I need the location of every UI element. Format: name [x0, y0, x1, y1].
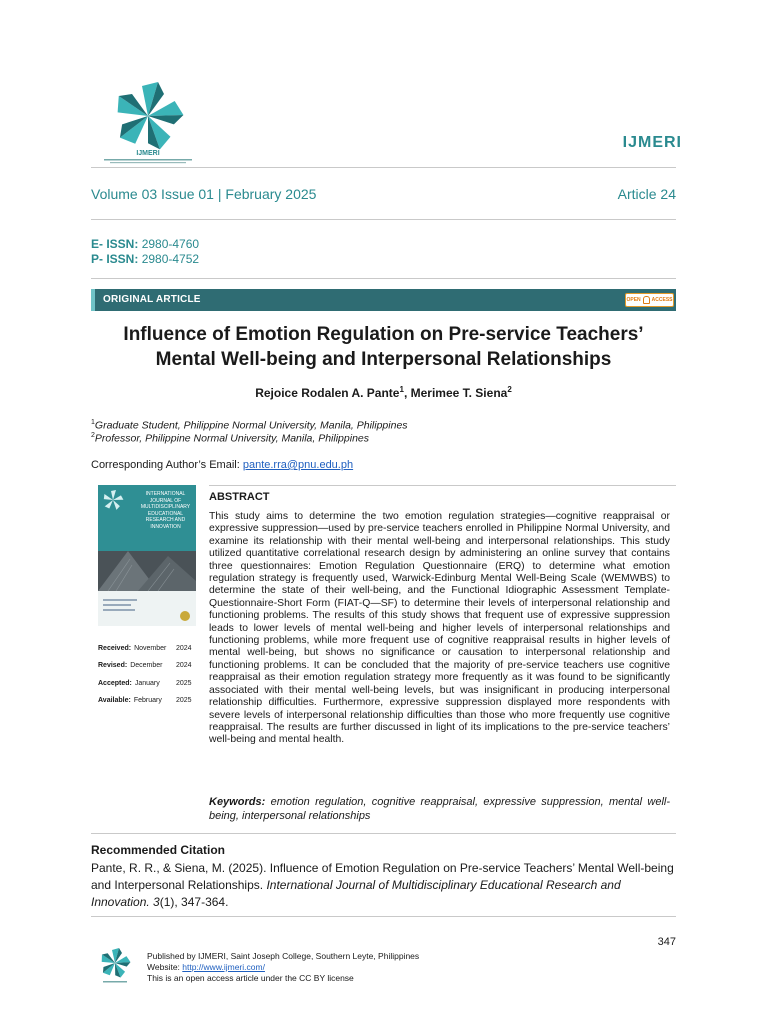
- abstract-body: This study aims to determine the two emotion regulation strategies—cognitive reappraisal or expressive suppression—used by pre-service teachers enrolled in Philippine Normal University, and examine its relationship with their mental well-being and interpersonal relationships. This study utilized quantitative correlational research design by administering an online survey that contains three questionnaires: Emotion Regulation Questionnaire (ERQ) to determine what emotion regulation strategy is frequently used, Warwick-Edinburg Mental Well-Being Scale (WEMWBS) to determine the state of their well-being, and the Functional Idiographic Assessment Template-Questionnaire-Short Form (FIAT-Q—SF) to determine their levels of interpersonal relationship and functioning problems. The results of this study shows that frequent use of expressive suppression leads to lower levels of mental well-being and higher levels of interpersonal relationships and functioning problems, while more frequent use of cognitive reappraisal results in higher levels of mental well-being, but shows no significance or causation to interpersonal relationship and functioning problems. It can be concluded that the majority of pre-service teachers use cognitive reappraisal as their emotion regulation strategy more frequently as it was found to be significantly associated with their mental well-being levels, but was insignificant in producing interpersonal relationship difficulties. Furthermore, expressive suppression displayed more respondents with severe levels of interpersonal relationship difficulties than those who more frequently use cognitive reappraisal. The results are further discussed in light of its implications to the pre-service teachers’ well-being and mental health.: [209, 511, 670, 746]
- open-access-text: ACCESS: [651, 297, 673, 303]
- article-number: Article 24: [617, 186, 676, 202]
- divider: [91, 167, 676, 168]
- date-row: Accepted: January 2025: [98, 680, 192, 687]
- abstract-heading: ABSTRACT: [209, 491, 270, 503]
- divider: [91, 833, 676, 834]
- open-access-text: OPEN: [626, 297, 641, 303]
- citation-heading: Recommended Citation: [91, 843, 226, 857]
- website-link[interactable]: http://www.ijmeri.com/: [182, 962, 265, 972]
- divider: [209, 485, 676, 486]
- author: Merimee T. Siena: [410, 386, 508, 400]
- volume-line: Volume 03 Issue 01 | February 2025: [91, 186, 317, 202]
- license-line: This is an open access article under the CC BY license: [147, 973, 354, 983]
- footer-logo-icon: [97, 946, 133, 986]
- pissn: P- ISSN: 2980-4752: [91, 252, 200, 266]
- eissn: E- ISSN: 2980-4760: [91, 237, 200, 251]
- date-row: Available: February 2025: [98, 697, 192, 704]
- paper-title: Influence of Emotion Regulation on Pre-service Teachers’ Mental Well-being and Interpersonal Relationships: [123, 324, 644, 370]
- cover-seal-icon: [180, 611, 190, 621]
- banner-accent: [91, 289, 95, 311]
- author-list: Rejoice Rodalen A. Pante$^1$, Merimee T. Siena$^2$: [255, 385, 512, 400]
- citation-body: Pante, R. R., & Siena, M. (2025). Influence of Emotion Regulation on Pre-service Teachers’ Mental Well-being and Interpersonal Relationships. International Journal of Multidisciplinary Educational Research and Innovation. 3(1), 347-364.: [91, 861, 674, 909]
- cover-title: INTERNATIONAL JOURNAL OF MULTIDISCIPLINARY EDUCATIONAL RESEARCH AND INNOVATION: [140, 491, 191, 530]
- website-line: Website: http://www.ijmeri.com/: [147, 962, 265, 972]
- article-type-label: ORIGINAL ARTICLE: [103, 294, 201, 305]
- keywords: Keywords: emotion regulation, cognitive reappraisal, expressive suppression, mental well-being, interpersonal relationships: [209, 796, 670, 822]
- corresponding-email-link[interactable]: pante.rra@pnu.edu.ph: [242, 459, 354, 471]
- cover-photo: [98, 551, 196, 591]
- journal-cover-thumbnail: [98, 485, 196, 626]
- affiliation: $^1$Graduate Student, Philippine Normal University, Manila, Philippines: [91, 419, 408, 432]
- open-lock-icon: [643, 296, 650, 304]
- divider: [91, 219, 676, 220]
- affiliation: $^2$Professor, Philippine Normal University, Manila, Philippines: [91, 432, 369, 445]
- corresponding-author: Corresponding Author’s Email: pante.rra@pnu.edu.ph: [91, 459, 354, 471]
- divider: [91, 278, 676, 279]
- logo-tagline: [100, 158, 196, 164]
- page-number: 347: [657, 936, 676, 948]
- journal-abbreviation: IJMERI: [622, 134, 682, 151]
- date-row: Revised: December 2024: [98, 662, 192, 669]
- cover-logo-icon: [102, 489, 124, 511]
- author: Rejoice Rodalen A. Pante: [255, 386, 400, 400]
- cover-contact-lines: [103, 599, 143, 614]
- building-image: [98, 551, 196, 591]
- open-access-badge: [625, 293, 674, 307]
- publisher-footer: [147, 951, 419, 984]
- logo-wordmark: IJMERI: [136, 150, 160, 157]
- publisher-line: Published by IJMERI, Saint Joseph College, Southern Leyte, Philippines: [147, 951, 420, 961]
- divider: [91, 916, 676, 917]
- date-row: Received: November 2024: [98, 645, 192, 652]
